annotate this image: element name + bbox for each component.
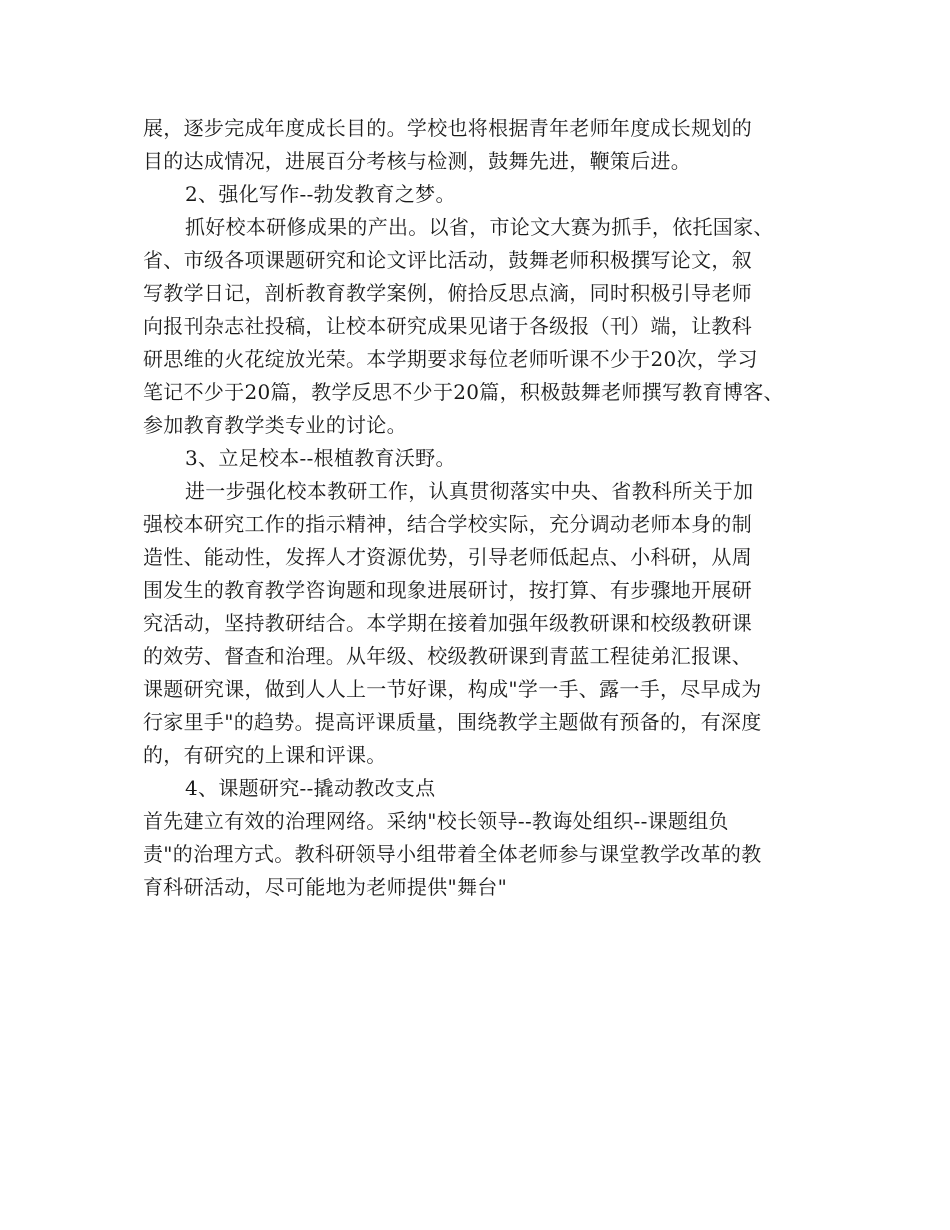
text-line: 的，有研究的上课和评课。 [143, 743, 387, 767]
text-line: 省、市级各项课题研究和论文评比活动，鼓舞老师积极撰写论文，叙 [143, 248, 752, 272]
text-line: 目的达成情况，进展百分考核与检测，鼓舞先进，鞭策后进。 [143, 149, 692, 173]
section-heading: 2、强化写作--勃发教育之梦。 [185, 182, 456, 206]
section-heading: 4、课题研究--撬动教改支点 [185, 776, 436, 800]
text-line: 展，逐步完成年度成长目的。学校也将根据青年老师年度成长规划的 [143, 116, 752, 140]
text-line: 首先建立有效的治理网络。采纳"校长领导--教诲处组织--课题组负 [143, 809, 729, 833]
section-heading: 3、立足校本--根植教育沃野。 [185, 446, 456, 470]
text-line: 围发生的教育教学咨询题和现象进展研讨，按打算、有步骤地开展研 [143, 578, 752, 602]
paragraph-start: 进一步强化校本教研工作，认真贯彻落实中央、省教科所关于加 [185, 479, 754, 503]
document-body [143, 112, 828, 904]
text-line: 究活动，坚持教研结合。本学期在接着加强年级教研课和校级教研课 [143, 611, 752, 635]
text-line: 向报刊杂志社投稿，让校本研究成果见诸于各级报（刊）端，让教科 [143, 314, 752, 338]
text-line: 强校本研究工作的指示精神，结合学校实际，充分调动老师本身的制 [143, 512, 752, 536]
paragraph-start: 抓好校本研修成果的产出。以省，市论文大赛为抓手，依托国家、 [185, 215, 774, 239]
text-line: 课题研究课，做到人人上一节好课，构成"学一手、露一手，尽早成为 [143, 677, 762, 701]
text-line: 行家里手"的趋势。提高评课质量，围绕教学主题做有预备的，有深度 [143, 710, 762, 734]
text-line: 写教学日记，剖析教育教学案例，俯拾反思点滴，同时积极引导老师 [143, 281, 752, 305]
text-line: 研思维的火花绽放光荣。本学期要求每位老师听课不少于20次，学习 [143, 347, 758, 371]
text-line: 参加教育教学类专业的讨论。 [143, 413, 407, 437]
text-line: 责"的治理方式。教科研领导小组带着全体老师参与课堂教学改革的教 [143, 842, 762, 866]
text-line: 育科研活动，尽可能地为老师提供"舞台" [143, 875, 508, 899]
text-line: 笔记不少于20篇，教学反思不少于20篇，积极鼓舞老师撰写教育博客、 [143, 380, 784, 404]
text-line: 的效劳、督查和治理。从年级、校级教研课到青蓝工程徒弟汇报课、 [143, 644, 752, 668]
text-line: 造性、能动性，发挥人才资源优势，引导老师低起点、小科研，从周 [143, 545, 752, 569]
